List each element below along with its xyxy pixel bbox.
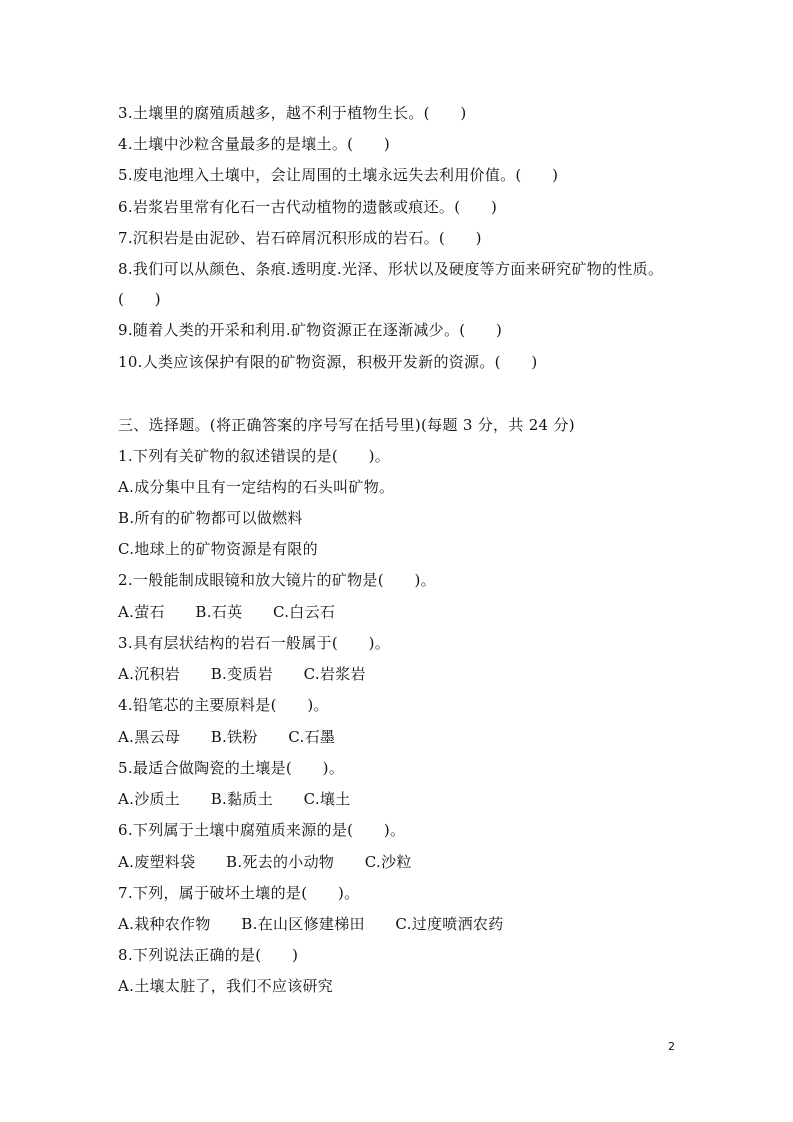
judgement-item-9: 9.随着人类的开采和利用.矿物资源正在逐渐减少。( ) — [118, 321, 503, 339]
judgement-item-7: 7.沉积岩是由泥砂、岩石碎屑沉积形成的岩石。( ) — [118, 229, 482, 247]
judgement-item-8: 8.我们可以从颜色、条痕.透明度.光泽、形状以及硬度等方面来研究矿物的性质。 — [118, 260, 664, 278]
judgement-item-3: 3.土壤里的腐殖质越多，越不利于植物生长。( ) — [118, 104, 467, 122]
section-title-choice: 三、选择题。(将正确答案的序号写在括号里)(每题 3 分，共 24 分) — [118, 416, 575, 434]
question-1-option-c: C.地球上的矿物资源是有限的 — [118, 540, 318, 558]
question-6-options: A.废塑料袋 B.死去的小动物 C.沙粒 — [118, 853, 412, 871]
judgement-item-10: 10.人类应该保护有限的矿物资源，积极开发新的资源。( ) — [118, 353, 538, 371]
question-7-options: A.栽种农作物 B.在山区修建梯田 C.过度喷洒农药 — [118, 915, 504, 933]
question-3: 3.具有层状结构的岩石一般属于( )。 — [118, 634, 391, 652]
judgement-item-5: 5.废电池埋入土壤中，会让周围的土壤永远失去利用价值。( ) — [118, 166, 559, 184]
judgement-item-8-answer: ( ) — [118, 290, 161, 308]
question-4: 4.铅笔芯的主要原料是( )。 — [118, 696, 329, 714]
question-3-options: A.沉积岩 B.变质岩 C.岩浆岩 — [118, 665, 366, 683]
page-number: 2 — [668, 1040, 675, 1053]
judgement-item-4: 4.土壤中沙粒含量最多的是壤土。( ) — [118, 135, 391, 153]
question-6: 6.下列属于土壤中腐殖质来源的是( )。 — [118, 821, 406, 839]
question-8-option-a: A.土壤太脏了，我们不应该研究 — [118, 977, 334, 995]
question-1-option-b: B.所有的矿物都可以做燃料 — [118, 509, 303, 527]
question-5-options: A.沙质土 B.黏质土 C.壤土 — [118, 790, 351, 808]
question-5: 5.最适合做陶瓷的土壤是( )。 — [118, 759, 345, 777]
question-2: 2.一般能制成眼镜和放大镜片的矿物是( )。 — [118, 571, 436, 589]
question-1: 1.下列有关矿物的叙述错误的是( )。 — [118, 447, 391, 465]
question-7: 7.下列，属于破坏土壤的是( )。 — [118, 884, 360, 902]
question-1-option-a: A.成分集中且有一定结构的石头叫矿物。 — [118, 478, 395, 496]
question-4-options: A.黑云母 B.铁粉 C.石墨 — [118, 728, 336, 746]
question-8: 8.下列说法正确的是( ) — [118, 946, 299, 964]
question-2-options: A.萤石 B.石英 C.白云石 — [118, 603, 336, 621]
judgement-item-6: 6.岩浆岩里常有化石一古代动植物的遗骸或痕还。( ) — [118, 198, 498, 216]
